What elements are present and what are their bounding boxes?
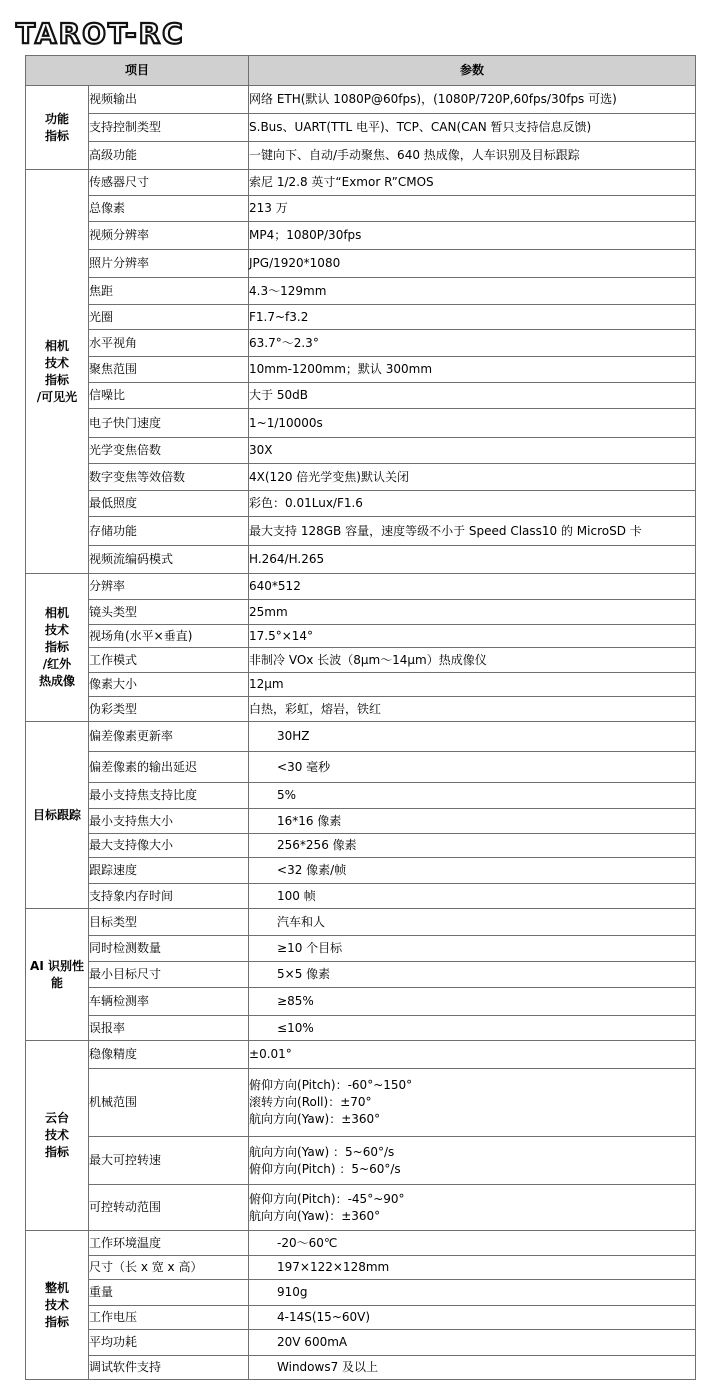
table-row (26, 1356, 696, 1380)
item-cell: 传感器尺寸 (89, 170, 249, 196)
item-cell: 误报率 (89, 1016, 249, 1041)
item-cell: 平均功耗 (89, 1330, 249, 1356)
value-cell (249, 517, 696, 546)
table-row (26, 1185, 696, 1231)
value-cell (249, 142, 696, 170)
table-row (26, 464, 696, 491)
table-row (26, 1016, 696, 1041)
value-cell (249, 600, 696, 625)
value-cell (249, 752, 696, 783)
value-cell (249, 884, 696, 909)
value-line: ≤10% (277, 1020, 314, 1035)
value-line: 10mm-1200mm；默认 300mm (249, 362, 433, 376)
category-label-line: 热成像 (38, 674, 75, 688)
category-label-line: 功能 (44, 111, 69, 126)
category-label-line: 云台 (44, 1111, 69, 1125)
value-line: 25mm (249, 604, 288, 619)
value-line: ≥85% (277, 994, 314, 1008)
value-cell (249, 858, 696, 884)
value-cell (249, 673, 696, 697)
category-label-line: 相机 (44, 338, 69, 353)
category-label-line: 技术 (44, 1128, 69, 1142)
item-cell: 工作环境温度 (89, 1231, 249, 1256)
value-cell (249, 114, 696, 142)
item-cell: 照片分辨率 (89, 250, 249, 278)
table-row (26, 1280, 696, 1306)
category-label-line: 指标 (44, 128, 69, 143)
value-line: 俯仰方向(Pitch)：-60°~150° (249, 1078, 413, 1092)
table-row (26, 909, 696, 936)
value-line: -20～60℃ (277, 1235, 338, 1250)
spec-table (25, 55, 696, 1380)
category-cell (26, 1041, 89, 1231)
value-line: 网络 ETH(默认 1080P@60fps)，(1080P/720P,60fps/30fps 可选) (249, 92, 617, 106)
table-row (26, 170, 696, 196)
category-label-line: /红外 (42, 657, 72, 671)
item-cell: 光学变焦倍数 (89, 438, 249, 464)
category-label-line: 指标 (44, 1145, 69, 1159)
category-label-line: 能 (50, 975, 63, 990)
value-line: 5% (277, 788, 297, 802)
value-cell (249, 809, 696, 834)
item-cell: 稳像精度 (89, 1041, 249, 1069)
category-label-line: 技术 (44, 355, 69, 370)
value-cell (249, 1231, 696, 1256)
value-cell (249, 1137, 696, 1185)
item-cell: 支持控制类型 (89, 114, 249, 142)
table-row (26, 438, 696, 464)
item-cell: 目标类型 (89, 909, 249, 936)
item-cell: 视频分辨率 (89, 222, 249, 250)
value-line: 航向方向(Yaw)：±360° (249, 1112, 381, 1126)
value-line: 索尼 1/2.8 英寸“Exmor R”CMOS (249, 175, 434, 189)
item-cell: 重量 (89, 1280, 249, 1306)
table-row (26, 600, 696, 625)
category-label-line: AI 识别性 (30, 958, 84, 973)
table-row (26, 142, 696, 170)
value-line: JPG/1920*1080 (249, 256, 341, 270)
value-line: 30X (249, 443, 273, 457)
table-row (26, 1137, 696, 1185)
category-cell (26, 909, 89, 1041)
table-row (26, 648, 696, 673)
table-row (26, 1306, 696, 1330)
header-item: 项目 (26, 56, 249, 86)
item-cell: 镜头类型 (89, 600, 249, 625)
value-line: 5×5 像素 (277, 967, 331, 981)
value-cell (249, 625, 696, 648)
table-row (26, 491, 696, 517)
item-cell: 像素大小 (89, 673, 249, 697)
item-cell: 支持象内存时间 (89, 884, 249, 909)
item-cell: 调试软件支持 (89, 1356, 249, 1380)
item-cell: 机械范围 (89, 1069, 249, 1137)
table-row (26, 409, 696, 438)
value-line: 白热，彩虹，熔岩，铁红 (249, 701, 382, 716)
value-cell (249, 722, 696, 752)
value-cell (249, 86, 696, 114)
category-label-line: 指标 (44, 1314, 69, 1329)
table-row (26, 1069, 696, 1137)
value-cell (249, 278, 696, 305)
item-cell: 偏差像素的输出延迟 (89, 752, 249, 783)
value-cell (249, 409, 696, 438)
value-line: 17.5°×14° (249, 628, 314, 643)
table-row (26, 114, 696, 142)
value-cell (249, 222, 696, 250)
table-row (26, 357, 696, 383)
table-row (26, 383, 696, 409)
table-row (26, 1256, 696, 1280)
value-line: 16*16 像素 (277, 813, 342, 828)
value-cell (249, 1356, 696, 1380)
table-row (26, 250, 696, 278)
tarot-rc-logo (14, 18, 274, 50)
item-cell: 工作电压 (89, 1306, 249, 1330)
value-cell (249, 170, 696, 196)
item-cell: 分辨率 (89, 574, 249, 600)
item-cell: 最小支持焦大小 (89, 809, 249, 834)
table-row (26, 988, 696, 1016)
item-cell: 跟踪速度 (89, 858, 249, 884)
value-line: 197×122×128mm (277, 1260, 390, 1274)
table-row (26, 962, 696, 988)
value-line: 滚转方向(Roll)：±70° (249, 1095, 372, 1109)
value-line: 非制冷 VOx 长波（8μm～14μm）热成像仪 (249, 652, 487, 667)
table-row (26, 858, 696, 884)
table-row (26, 278, 696, 305)
item-cell: 工作模式 (89, 648, 249, 673)
value-line: 一键向下、自动/手动聚焦、640 热成像，人车识别及目标跟踪 (249, 148, 580, 162)
item-cell: 聚焦范围 (89, 357, 249, 383)
category-label-line: /可见光 (36, 389, 78, 404)
value-cell (249, 1016, 696, 1041)
table-row (26, 936, 696, 962)
item-cell: 焦距 (89, 278, 249, 305)
table-row (26, 305, 696, 330)
value-line: 1~1/10000s (249, 415, 323, 430)
value-cell (249, 1185, 696, 1231)
value-line: 63.7°～2.3° (249, 335, 319, 350)
value-cell (249, 330, 696, 357)
item-cell: 总像素 (89, 196, 249, 222)
category-label-line: 技术 (44, 623, 69, 637)
table-row (26, 697, 696, 722)
item-cell: 视频输出 (89, 86, 249, 114)
value-cell (249, 1280, 696, 1306)
value-cell (249, 383, 696, 409)
value-line: ≥10 个目标 (277, 941, 343, 955)
value-line: 俯仰方向(Pitch)：-45°~90° (249, 1191, 405, 1206)
item-cell: 存储功能 (89, 517, 249, 546)
value-line: 4.3～129mm (249, 283, 327, 298)
table-row (26, 884, 696, 909)
item-cell: 高级功能 (89, 142, 249, 170)
value-cell (249, 697, 696, 722)
value-cell (249, 1041, 696, 1069)
table-row (26, 673, 696, 697)
item-cell: 视场角(水平×垂直) (89, 625, 249, 648)
value-line: MP4；1080P/30fps (249, 228, 362, 242)
value-line: H.264/H.265 (249, 552, 325, 566)
item-cell: 偏差像素更新率 (89, 722, 249, 752)
category-label-line: 相机 (44, 606, 69, 620)
value-line: F1.7~f3.2 (249, 309, 309, 324)
table-row (26, 546, 696, 574)
value-line: 最大支持 128GB 容量，速度等级不小于 Speed Class10 的 MicroSD 卡 (249, 523, 642, 538)
value-cell (249, 491, 696, 517)
value-line: 640*512 (249, 579, 301, 593)
item-cell: 伪彩类型 (89, 697, 249, 722)
item-cell: 水平视角 (89, 330, 249, 357)
value-line: <30 毫秒 (277, 759, 331, 774)
category-cell (26, 574, 89, 722)
value-line: 航向方向(Yaw)：±360° (249, 1208, 381, 1223)
value-line: 彩色：0.01Lux/F1.6 (249, 496, 363, 510)
value-cell (249, 936, 696, 962)
category-label-line: 目标跟踪 (32, 807, 81, 822)
value-cell (249, 1069, 696, 1137)
item-cell: 可控转动范围 (89, 1185, 249, 1231)
value-cell (249, 1330, 696, 1356)
item-cell: 电子快门速度 (89, 409, 249, 438)
table-row (26, 809, 696, 834)
item-cell: 最大可控转速 (89, 1137, 249, 1185)
value-cell (249, 783, 696, 809)
table-row (26, 222, 696, 250)
category-cell (26, 170, 89, 574)
item-cell: 信噪比 (89, 383, 249, 409)
value-line: 256*256 像素 (277, 838, 357, 852)
value-cell (249, 250, 696, 278)
value-cell (249, 546, 696, 574)
category-cell (26, 86, 89, 170)
table-row (26, 1330, 696, 1356)
value-cell (249, 574, 696, 600)
table-row (26, 86, 696, 114)
table-row (26, 783, 696, 809)
table-row (26, 834, 696, 858)
value-line: 航向方向(Yaw) ：5~60°/s (249, 1144, 395, 1159)
item-cell: 车辆检测率 (89, 988, 249, 1016)
value-cell (249, 909, 696, 936)
item-cell: 最小目标尺寸 (89, 962, 249, 988)
value-line: 4X(120 倍光学变焦)默认关闭 (249, 469, 409, 484)
value-cell (249, 438, 696, 464)
value-line: 100 帧 (277, 888, 316, 903)
category-label-line: 指标 (44, 640, 69, 654)
item-cell: 最大支持像大小 (89, 834, 249, 858)
value-cell (249, 464, 696, 491)
category-label-line: 指标 (44, 372, 69, 387)
value-line: S.Bus、UART(TTL 电平)、TCP、CAN(CAN 暂只支持信息反馈) (249, 120, 592, 134)
value-line: <32 像素/帧 (277, 863, 347, 877)
item-cell: 视频流编码模式 (89, 546, 249, 574)
value-line: 20V 600mA (277, 1335, 348, 1349)
value-cell (249, 305, 696, 330)
category-cell (26, 1231, 89, 1380)
table-row (26, 722, 696, 752)
value-cell (249, 648, 696, 673)
item-cell: 同时检测数量 (89, 936, 249, 962)
category-cell (26, 722, 89, 909)
value-cell (249, 357, 696, 383)
value-line: 30HZ (277, 729, 310, 743)
logo-text: TAROT-RC (16, 18, 185, 50)
table-row (26, 196, 696, 222)
table-row (26, 752, 696, 783)
value-cell (249, 962, 696, 988)
value-line: 汽车和人 (277, 914, 326, 929)
value-line: 12μm (249, 677, 284, 691)
table-row (26, 1041, 696, 1069)
spec-body (26, 86, 696, 1380)
table-row (26, 330, 696, 357)
table-row (26, 517, 696, 546)
value-cell (249, 1256, 696, 1280)
value-cell (249, 988, 696, 1016)
category-label-line: 技术 (44, 1297, 69, 1312)
value-line: 大于 50dB (249, 388, 308, 402)
value-line: 213 万 (249, 201, 288, 215)
value-cell (249, 834, 696, 858)
item-cell: 数字变焦等效倍数 (89, 464, 249, 491)
header-params: 参数 (249, 56, 696, 86)
value-line: 4-14S(15~60V) (277, 1310, 371, 1324)
table-row (26, 574, 696, 600)
value-line: 910g (277, 1285, 308, 1299)
item-cell: 尺寸（长 x 宽 x 高） (89, 1256, 249, 1280)
item-cell: 最小支持焦支持比度 (89, 783, 249, 809)
value-cell (249, 196, 696, 222)
table-row (26, 1231, 696, 1256)
value-line: Windows7 及以上 (277, 1360, 379, 1374)
item-cell: 最低照度 (89, 491, 249, 517)
value-line: 俯仰方向(Pitch) ：5~60°/s (249, 1161, 401, 1176)
value-cell (249, 1306, 696, 1330)
table-header-row (26, 56, 696, 86)
item-cell: 光圈 (89, 305, 249, 330)
category-label-line: 整机 (44, 1280, 69, 1295)
table-row (26, 625, 696, 648)
value-line: ±0.01° (249, 1047, 292, 1061)
